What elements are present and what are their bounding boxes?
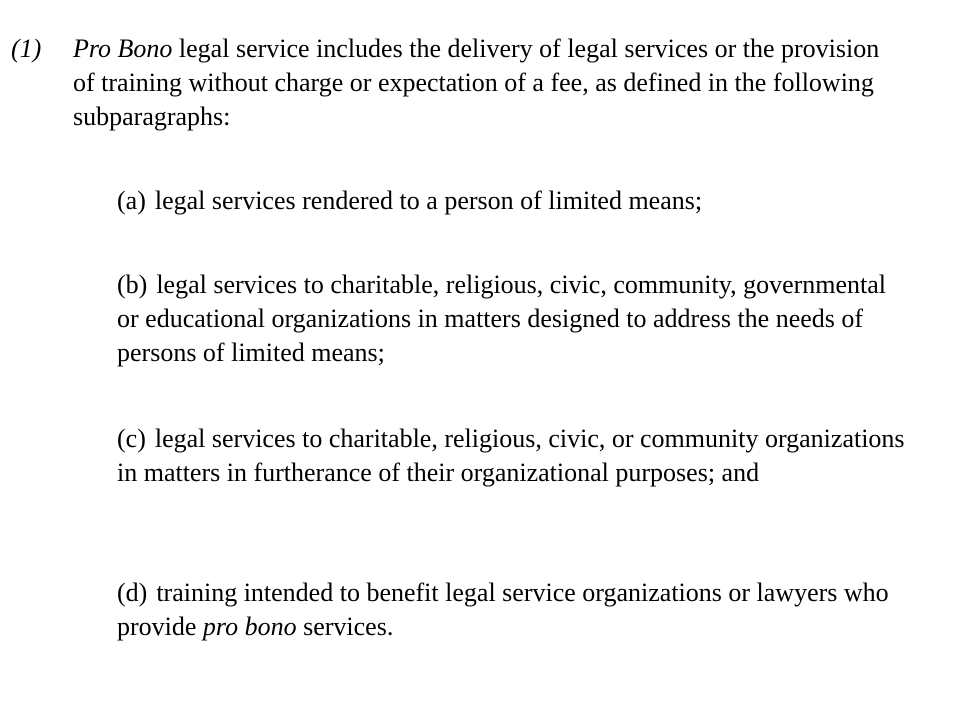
subparagraph-c (117, 422, 907, 490)
subparagraph-label: (b) (117, 270, 148, 299)
subparagraph-label: (d) (117, 578, 148, 607)
pro-bono-italic-term: pro bono (202, 612, 297, 641)
paragraph-text (73, 32, 883, 134)
subparagraph-label: (c) (117, 424, 146, 453)
subparagraph-text: legal services to charitable, religious, civic, community, governmental or educational organizations in matters designed to address the needs of persons of limited means; (117, 270, 887, 367)
subparagraph-text: legal services to charitable, religious, civic, or community organizations in matters in furtherance of their organizational purposes; and (117, 424, 905, 487)
subparagraph-d (117, 576, 907, 644)
pro-bono-term: Pro Bono (73, 34, 173, 63)
subparagraph-text-after: services. (296, 612, 394, 641)
paragraph-number: (1) (11, 34, 42, 63)
paragraph-body: legal service includes the delivery of legal services or the provision of training without charge or expectation of a fee, as defined in the following subparagraphs: (73, 34, 880, 131)
subparagraph-label: (a) (117, 186, 146, 215)
subparagraph-b (117, 268, 907, 370)
subparagraph-text-before: training intended to benefit legal service organizations or lawyers who provide (117, 578, 889, 641)
subparagraph-a (117, 184, 907, 218)
subparagraph-text: legal services rendered to a person of limited means; (154, 186, 703, 215)
